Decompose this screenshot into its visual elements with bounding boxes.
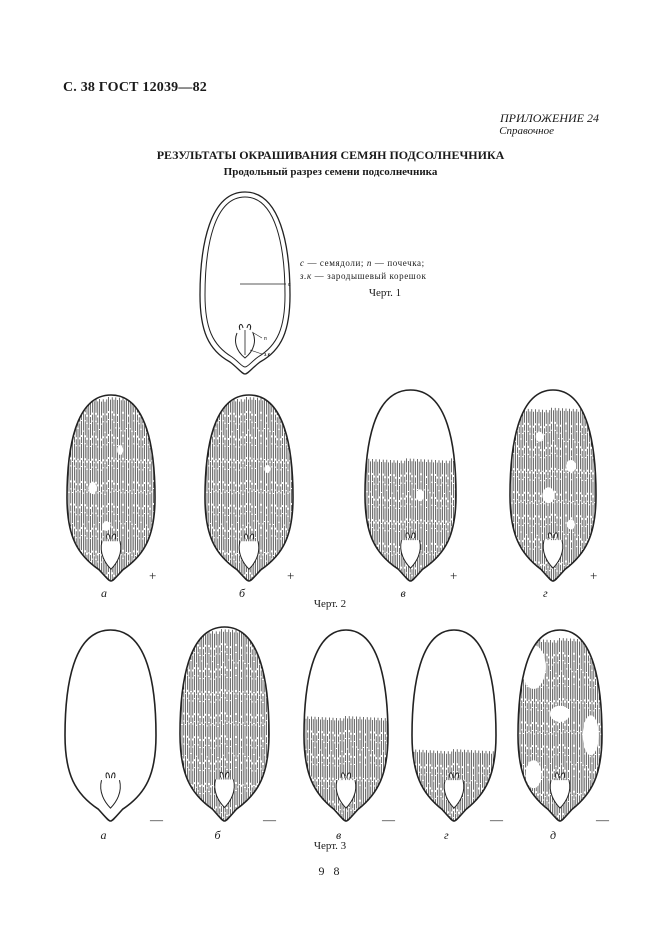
appendix-title: ПРИЛОЖЕНИЕ 24 (500, 111, 599, 125)
fig1-caption: Черт. 1 (368, 287, 402, 299)
fig3-seed-2 (178, 625, 271, 823)
fig2-caption: Черт. 2 (313, 598, 347, 610)
fig3-sign-2: — (263, 812, 276, 827)
legend-zk-text: зародышевый корешок (327, 271, 427, 281)
legend-c-key: с (300, 258, 305, 268)
fig3-caption: Черт. 3 (313, 840, 347, 852)
label-p: п (264, 336, 267, 342)
fig2-letter-3: в (400, 586, 406, 600)
fig3-sign-3: — (382, 812, 395, 827)
page-number: 9 8 (318, 864, 343, 878)
fig2-seed-4 (508, 388, 598, 583)
fig3-seed-3 (302, 628, 390, 823)
fig3-sign-5: — (596, 812, 609, 827)
legend-c-text: семядоли; (319, 258, 365, 268)
document-subtitle: Продольный разрез семени подсолнечника (223, 166, 438, 178)
page-header: С. 38 ГОСТ 12039—82 (63, 80, 207, 95)
fig3-letter-3: в (336, 828, 342, 842)
fig3-sign-4: — (490, 812, 503, 827)
legend-p-key: п (366, 258, 372, 268)
fig2-sign-3: + (450, 568, 458, 583)
fig3-seed-5 (516, 628, 604, 823)
figure-legend: с — семядоли; п — почечка; з.к — зародышевый корешок (300, 258, 427, 281)
fig3-letter-1: а (100, 828, 107, 842)
fig2-letter-2: б (239, 586, 246, 600)
fig2-sign-4: + (590, 568, 598, 583)
fig2-sign-2: + (287, 568, 295, 583)
fig2-seed-1 (65, 393, 157, 583)
fig3-sign-1: — (150, 812, 163, 827)
legend-zk-key: з.к (300, 271, 312, 281)
fig3-seed-1 (63, 628, 158, 823)
fig3-letter-4: г (444, 828, 449, 842)
label-zk: з.к (264, 352, 270, 358)
fig2-seed-2 (203, 393, 295, 583)
embryo-outline (101, 773, 121, 808)
fig2-seed-3 (363, 388, 458, 583)
fig3-seed-4 (410, 628, 498, 823)
document-title: РЕЗУЛЬТАТЫ ОКРАШИВАНИЯ СЕМЯН ПОДСОЛНЕЧНИКА (156, 148, 505, 162)
seed-section-diagram (190, 190, 300, 380)
embryo-outline (215, 772, 235, 807)
fig2-letter-4: г (543, 586, 548, 600)
fig2-sign-1: + (149, 568, 157, 583)
label-c: с (288, 282, 291, 288)
appendix-kind: Справочное (499, 125, 554, 137)
fig3-letter-2: б (214, 828, 221, 842)
legend-p-text: почечка; (387, 258, 425, 268)
fig2-letter-1: а (101, 586, 107, 600)
fig3-letter-5: д (550, 828, 557, 842)
